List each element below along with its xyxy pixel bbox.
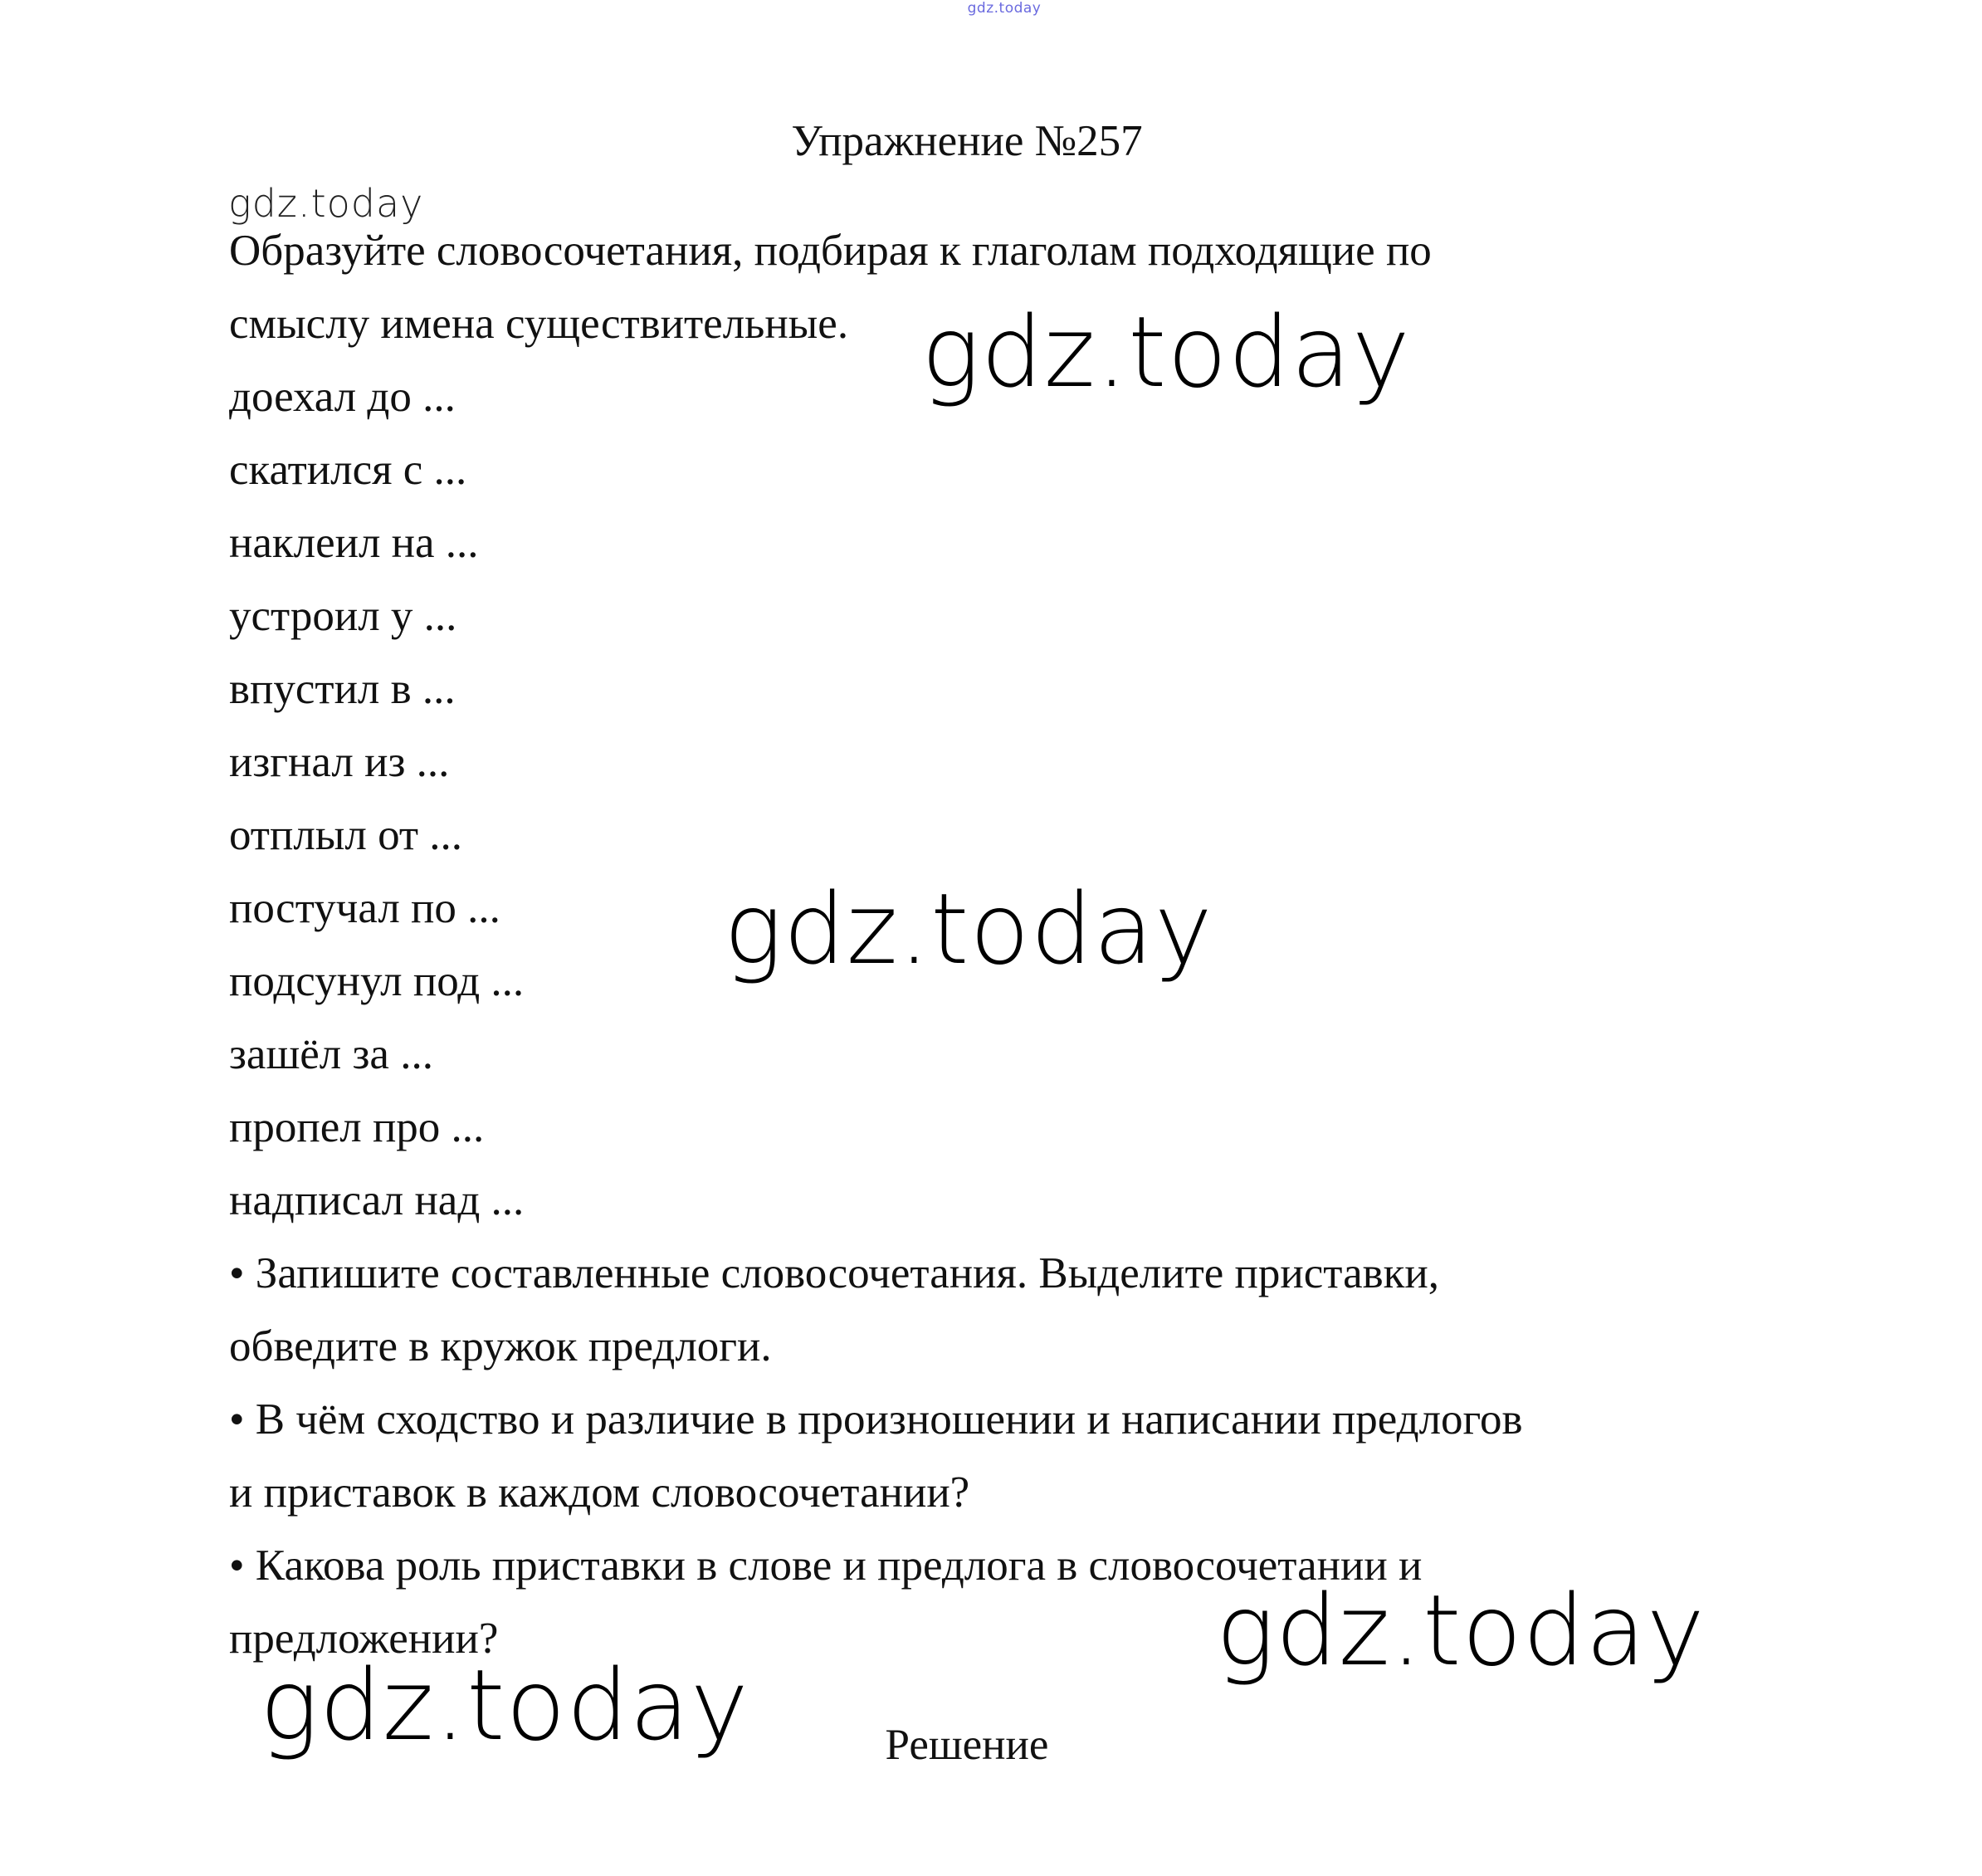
watermark-large: gdz.today [921,295,1411,409]
question-line: предложении? [229,1615,499,1663]
phrase-item: наклеил на ... [229,519,479,567]
phrase-item: устроил у ... [229,592,457,640]
watermark-large: gdz.today [260,1648,749,1762]
exercise-title: Упражнение №257 [791,117,1143,165]
phrase-item: пропел про ... [229,1103,485,1151]
question-line: и приставок в каждом словосочетании? [229,1468,970,1517]
phrase-item: доехал до ... [229,373,456,421]
watermark-large: gdz.today [1216,1573,1706,1688]
watermark-small: gdz.today [228,181,424,226]
phrase-item: подсунул под ... [229,957,525,1005]
phrase-item: изгнал из ... [229,738,450,786]
question-line: • В чём сходство и различие в произношении и написании предлогов [229,1395,1523,1444]
phrase-item: скатился с ... [229,446,467,494]
question-line: • Запишите составленные словосочетания. Выделите приставки, [229,1249,1440,1297]
instruction-line: смыслу имена существительные. [229,300,849,348]
question-line: обведите в кружок предлоги. [229,1322,772,1370]
site-mark: gdz.today [967,0,1042,17]
question-line: • Какова роль приставки в слове и предлога в словосочетании и [229,1541,1423,1590]
phrase-item: отплыл от ... [229,811,463,859]
phrase-item: надписал над ... [229,1176,525,1224]
phrase-item: постучал по ... [229,884,500,932]
watermark-large: gdz.today [724,872,1213,986]
phrase-item: зашёл за ... [229,1030,433,1078]
solution-heading: Решение [885,1721,1049,1769]
instruction-line: Образуйте словосочетания, подбирая к глаголам подходящие по [229,227,1432,275]
phrase-item: впустил в ... [229,665,456,713]
